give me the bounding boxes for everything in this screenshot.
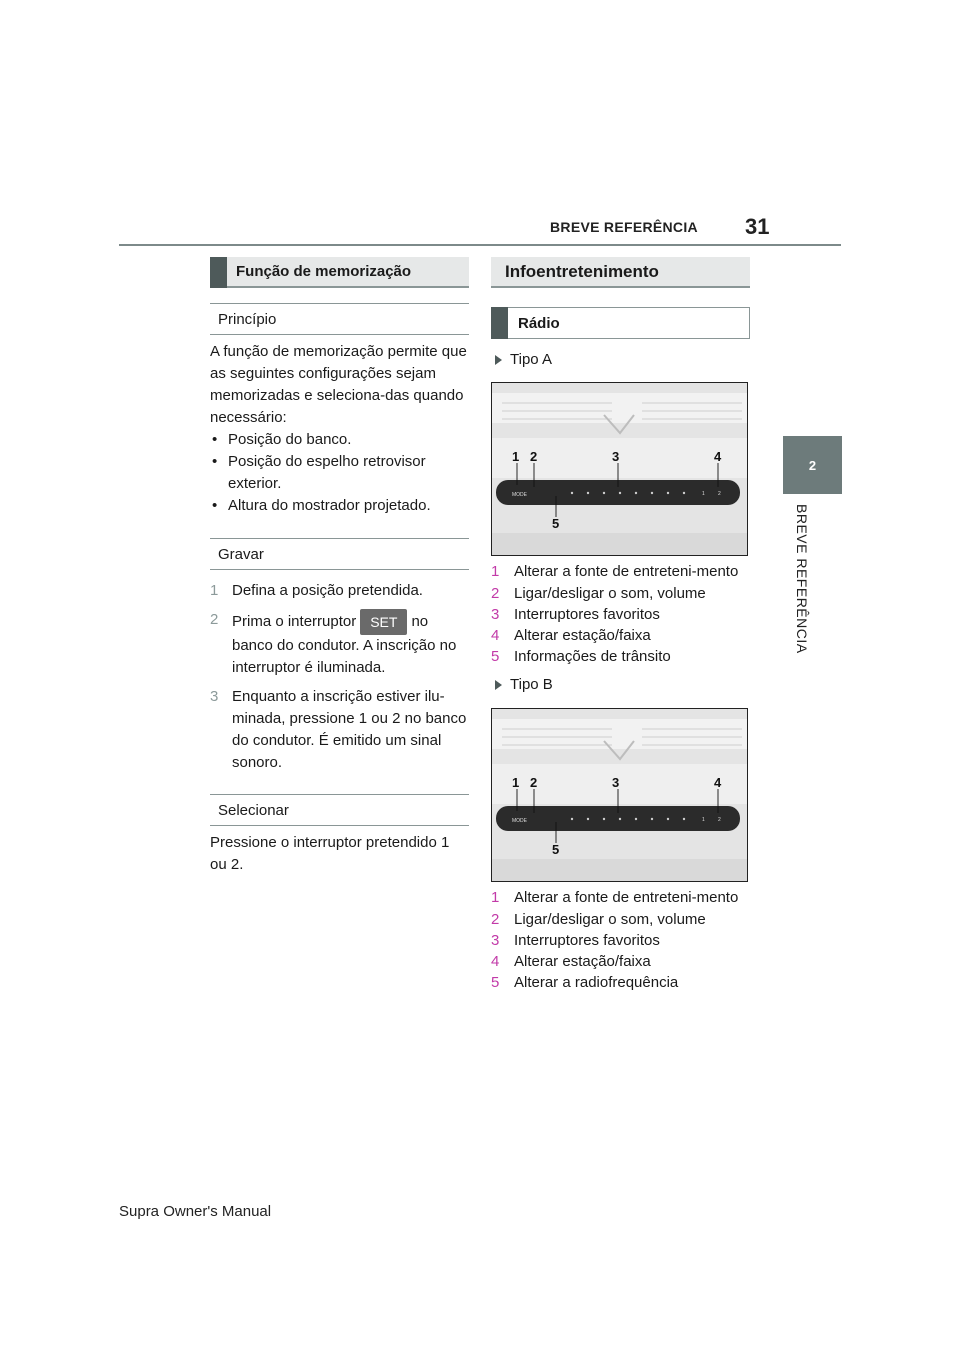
step-text: Defina a posição pretendida. — [232, 582, 423, 599]
step-text: Prima o interruptor SET no banco do condutor. A inscrição no interruptor é iluminada. — [232, 609, 469, 679]
running-header: BREVE REFERÊNCIA — [550, 219, 698, 235]
legend-item: 2 Ligar/desligar o som, volume — [491, 585, 706, 602]
callout-4: 4 — [714, 775, 722, 790]
list-item: • Posição do banco. — [210, 429, 469, 451]
radio-figure-type-b — [491, 708, 748, 882]
section-heading-infotainment: Infoentretenimento — [491, 257, 750, 288]
legend-item: 4 Alterar estação/faixa — [491, 953, 651, 970]
section-heading-memory: Função de memorização — [210, 257, 469, 288]
legend-item: 2 Ligar/desligar o som, volume — [491, 911, 706, 928]
page-number: 31 — [745, 214, 770, 239]
arrow-right-icon — [495, 680, 502, 690]
subheading-save: Gravar — [210, 538, 469, 570]
step-number: 1 — [210, 582, 219, 599]
principle-list — [210, 429, 469, 517]
step-number: 3 — [210, 688, 219, 705]
callout-1: 1 — [512, 775, 520, 790]
right-column — [491, 257, 750, 993]
save-steps — [210, 580, 469, 774]
callout-1: 1 — [512, 449, 520, 464]
chapter-tab: 2 — [783, 436, 842, 494]
legend-type-a — [491, 561, 750, 667]
step-number: 2 — [210, 611, 219, 628]
legend-item: 1 Alterar a fonte de entreteni-mento — [491, 889, 739, 906]
station-key-2: 2 — [718, 817, 721, 823]
station-key-1: 1 — [702, 817, 705, 823]
station-key-1: 1 — [702, 491, 705, 497]
subheading-principle: Princípio — [210, 303, 469, 335]
legend-item: 5 Alterar a radiofrequência — [491, 974, 679, 991]
subheading-radio: Rádio — [491, 307, 750, 339]
radio-figure-type-a — [491, 382, 748, 556]
step-text: Enquanto a inscrição estiver ilu-minada, pressione 1 ou 2 no banco do condutor. É emitido um sinal sonoro. — [232, 688, 467, 771]
callout-2: 2 — [530, 449, 538, 464]
left-column — [210, 257, 469, 876]
legend-item: 3 Interruptores favoritos — [491, 932, 660, 949]
footer-manual-title: Supra Owner's Manual — [119, 1203, 272, 1220]
list-item: • Altura do mostrador projetado. — [210, 495, 469, 517]
principle-text: A função de memorização permite que as seguintes configurações sejam memorizadas e seleciona-das quando necessário: — [210, 343, 467, 426]
chapter-label: BREVE REFERÊNCIA — [794, 504, 810, 654]
legend-item: 5 Informações de trânsito — [491, 648, 671, 665]
callout-3: 3 — [612, 775, 620, 790]
legend-item: 1 Alterar a fonte de entreteni-mento — [491, 563, 739, 580]
header-rule — [119, 244, 841, 246]
select-text: Pressione o interruptor pretendido 1 ou 2. — [210, 834, 450, 873]
legend-item: 4 Alterar estação/faixa — [491, 627, 651, 644]
subheading-select: Selecionar — [210, 794, 469, 826]
callout-5: 5 — [552, 842, 560, 857]
step-item — [210, 686, 469, 774]
callout-4: 4 — [714, 449, 722, 464]
mode-key-label: MODE — [512, 818, 527, 824]
legend-item: 3 Interruptores favoritos — [491, 606, 660, 623]
callout-5: 5 — [552, 516, 560, 531]
arrow-right-icon — [495, 355, 502, 365]
legend-type-b — [491, 887, 750, 993]
type-a-heading: Tipo A — [491, 351, 750, 368]
type-b-heading: Tipo B — [491, 676, 750, 693]
step-item — [210, 609, 469, 679]
callout-2: 2 — [530, 775, 538, 790]
step-item — [210, 580, 469, 602]
station-key-2: 2 — [718, 491, 721, 497]
list-item: • Posição do espelho retrovisor exterior. — [210, 451, 469, 495]
set-key-icon: SET — [360, 609, 407, 635]
mode-key-label: MODE — [512, 492, 527, 498]
callout-3: 3 — [612, 449, 620, 464]
